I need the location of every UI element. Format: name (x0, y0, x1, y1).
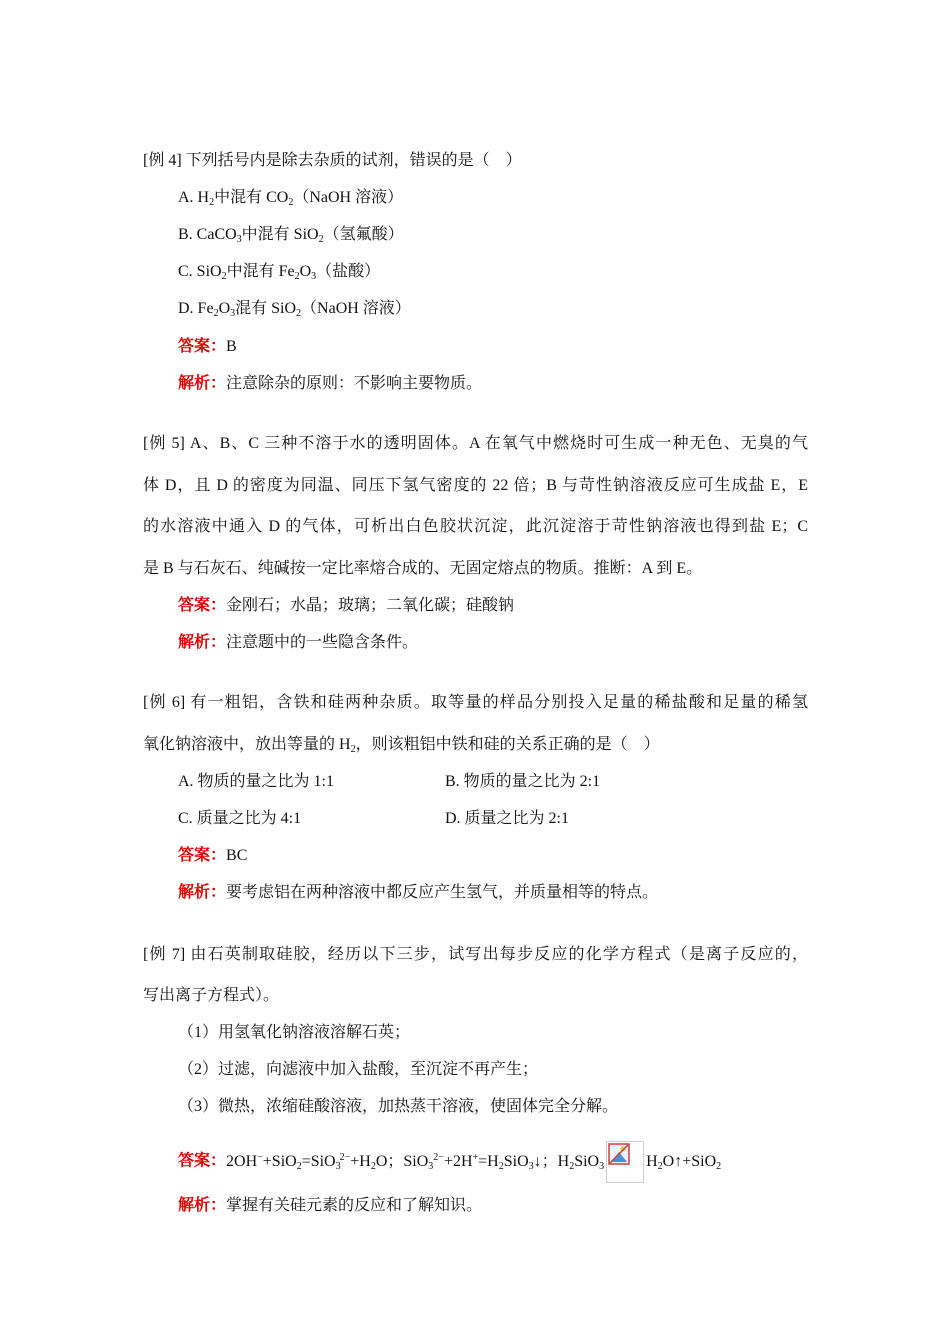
example-5-analysis: 解析：注意题中的一些隐含条件。 (178, 634, 419, 651)
example-7-analysis: 解析：掌握有关硅元素的反应和了解知识。 (178, 1197, 483, 1214)
example-4-analysis: 解析：注意除杂的原则：不影响主要物质。 (178, 375, 483, 392)
example-7-step-3: （3）微热，浓缩硅酸溶液，加热蒸干溶液，使固体完全分解。 (178, 1098, 619, 1115)
example-4-option-d: D. $Fe_2O_3$混有 SiO$_2$（NaOH 溶液） (178, 300, 411, 319)
broken-image-icon (606, 1141, 644, 1183)
analysis-label: 解析： (178, 884, 227, 901)
answer-label: 答案： (178, 338, 227, 355)
example-5-line-2: 体 D，且 D 的密度为同温、同压下氢气密度的 22 倍；B 与苛性钠溶液反应可生成盐 E，E (143, 477, 808, 494)
analysis-label: 解析： (178, 375, 227, 392)
answer-label: 答案： (178, 597, 227, 614)
example-7-line-1: [例 7] 由石英制取硅胶，经历以下三步，试写出每步反应的化学方程式（是离子反应的， (143, 946, 808, 963)
example-5-answer: 答案：金刚石；水晶；玻璃；二氧化碳；硅酸钠 (178, 597, 515, 614)
example-6-option-b: B. 物质的量之比为 2:1 (445, 773, 601, 790)
example-7-step-1: （1）用氢氧化钠溶液溶解石英； (178, 1024, 411, 1041)
example-4-question: [例 4] 下列括号内是除去杂质的试剂，错误的是（ ） (143, 152, 522, 169)
example-7-line-2: 写出离子方程式）。 (143, 987, 280, 1004)
analysis-label: 解析： (178, 1197, 227, 1214)
example-4-option-b: B. CaCO$_3$中混有 SiO$_2$（氢氟酸） (178, 226, 404, 245)
example-6-option-c: C. 质量之比为 4:1 (178, 810, 302, 827)
answer-label: 答案： (178, 1152, 227, 1170)
example-6-line-2: 氧化钠溶液中，放出等量的 $H_2$，则该粗铝中铁和硅的关系正确的是（ ） (143, 736, 660, 755)
example-4-answer: 答案：B (178, 338, 237, 355)
example-4-option-a: A. $H_2$中混有 $CO_2(NaOH$ 溶液） (178, 189, 404, 208)
example-5-line-4: 是 B 与石灰石、纯碱按一定比率熔合成的、无固定熔点的物质。推断：A 到 E。 (143, 560, 703, 577)
analysis-label: 解析： (178, 634, 227, 651)
example-7-step-2: （2）过滤，向滤液中加入盐酸，至沉淀不再产生； (178, 1061, 539, 1078)
chemical-equations: $2OH^-+SiO_2=SiO_3^{2-}+H_2O$；$SiO_3^{2-}+2H^+=H_2SiO_3↓$；$H_2SiO_3$ $H_2O↑+SiO_2$ (226, 1153, 721, 1170)
example-7-answer (178, 1141, 721, 1183)
example-5-line-1: [例 5] A、B、C 三种不溶于水的透明固体。A 在氧气中燃烧时可生成一种无色、无臭的气 (143, 435, 808, 452)
example-6-analysis: 解析：要考虑铝在两种溶液中都反应产生氢气，并质量相等的特点。 (178, 884, 659, 901)
example-5-line-3: 的水溶液中通入 D 的气体，可析出白色胶状沉淀，此沉淀溶于苛性钠溶液也得到盐 E；C (143, 518, 808, 535)
example-4-option-c: C. SiO$_2$中混有 $Fe_2O_3$（盐酸） (178, 263, 381, 282)
example-6-answer: 答案：BC (178, 847, 248, 864)
example-6-option-d: D. 质量之比为 2:1 (445, 810, 570, 827)
example-6-option-a: A. 物质的量之比为 1:1 (178, 773, 335, 790)
answer-label: 答案： (178, 847, 227, 864)
example-6-line-1: [例 6] 有一粗铝，含铁和硅两种杂质。取等量的样品分别投入足量的稀盐酸和足量的稀氢 (143, 694, 808, 711)
